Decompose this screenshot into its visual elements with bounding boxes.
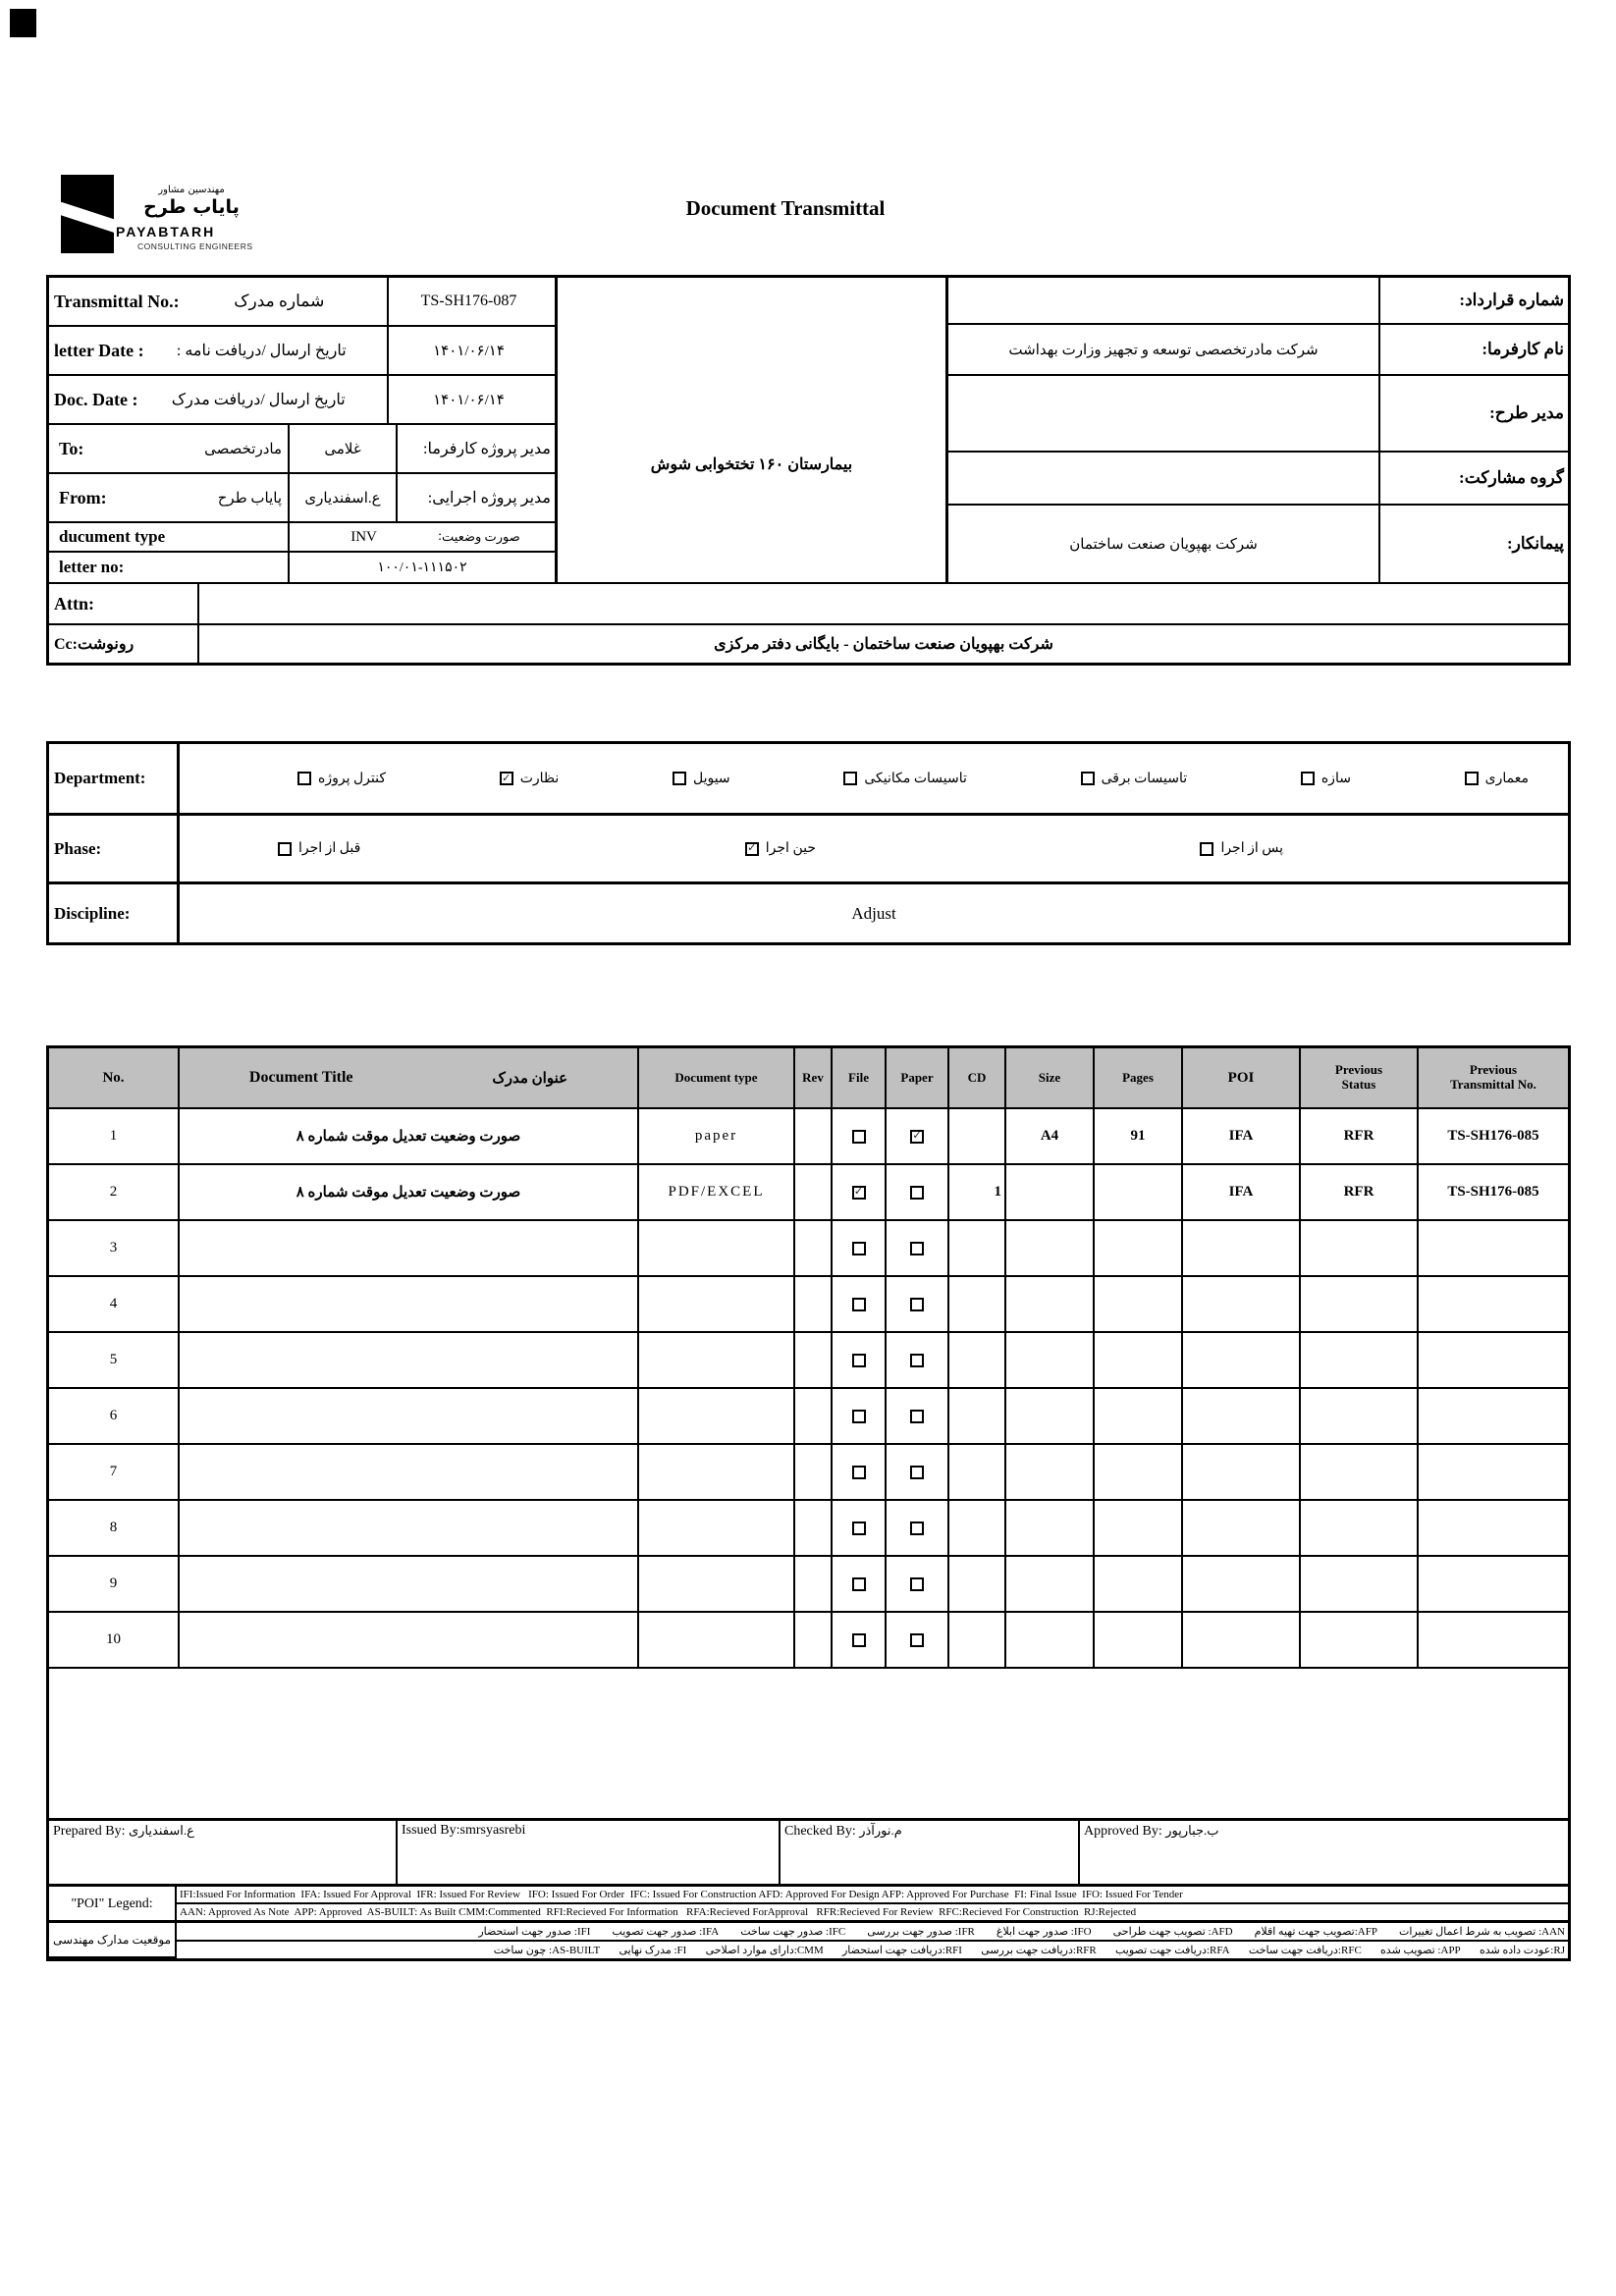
cell-cd	[947, 1557, 1004, 1611]
transmittal-info-table	[46, 275, 1571, 666]
department-option-label: تاسیسات برقی	[1101, 771, 1188, 786]
from-value: پایاب طرح	[217, 490, 282, 507]
cell-no: 8	[109, 1520, 118, 1535]
transmittal-no-row	[49, 278, 555, 327]
cell-prev-status	[1299, 1613, 1417, 1667]
cell-rev	[793, 1109, 831, 1163]
cell-size	[1004, 1501, 1093, 1555]
header-cd: CD	[947, 1048, 1004, 1107]
department-options	[180, 744, 1568, 813]
cell-cd: 1	[947, 1165, 1004, 1219]
department-option-6	[1465, 771, 1529, 787]
issued-by-value: smrsyasrebi	[459, 1823, 526, 1838]
logo-mark	[61, 175, 114, 253]
file-row5-checkbox	[852, 1354, 866, 1367]
plan-manager-value	[948, 376, 1378, 451]
phase-option-label: قبل از اجرا	[298, 841, 361, 856]
cell-cd	[947, 1501, 1004, 1555]
letter-date-label-en: letter Date :	[54, 340, 144, 360]
cell-pages	[1093, 1277, 1181, 1331]
department-option-label: سیویل	[692, 771, 730, 786]
phase-option-0-checkbox	[278, 842, 292, 856]
cell-doc-type	[637, 1221, 793, 1275]
doc-date-row	[49, 376, 555, 425]
contractor-row	[948, 506, 1568, 582]
cell-pages	[1093, 1445, 1181, 1499]
department-option-label: معماری	[1484, 771, 1529, 786]
logo-latin-subtitle: CONSULTING ENGINEERS	[137, 241, 253, 251]
phase-option-2-checkbox	[1200, 842, 1213, 856]
department-option-3	[843, 771, 967, 787]
partnership-row	[948, 453, 1568, 506]
paper-row3-checkbox	[910, 1242, 924, 1255]
cell-file	[831, 1277, 885, 1331]
paper-row6-checkbox	[910, 1410, 924, 1423]
cell-poi	[1181, 1557, 1299, 1611]
paper-row9-checkbox	[910, 1577, 924, 1591]
attn-row	[49, 582, 1568, 623]
cell-paper	[885, 1277, 947, 1331]
employer-row	[948, 325, 1568, 376]
employer-label: نام کارفرما:	[1378, 325, 1568, 374]
approved-by-label: Approved By:	[1084, 1824, 1162, 1839]
cell-rev	[793, 1221, 831, 1275]
cell-paper	[885, 1333, 947, 1387]
department-option-4-checkbox	[1081, 772, 1095, 785]
cell-poi	[1181, 1445, 1299, 1499]
file-row8-checkbox	[852, 1522, 866, 1535]
cell-rev	[793, 1613, 831, 1667]
cell-pages	[1093, 1389, 1181, 1443]
cell-prev-status	[1299, 1333, 1417, 1387]
file-row1-checkbox	[852, 1130, 866, 1144]
cell-file	[831, 1501, 885, 1555]
department-label: Department:	[49, 744, 180, 813]
document-type-value-en: INV	[350, 528, 377, 545]
cell-no: 5	[109, 1352, 118, 1367]
letter-date-label-fa: تاریخ ارسال /دریافت نامه :	[176, 343, 347, 359]
cell-size	[1004, 1277, 1093, 1331]
cell-rev	[793, 1333, 831, 1387]
cell-prev-transmittal	[1417, 1277, 1568, 1331]
cell-pages	[1093, 1501, 1181, 1555]
cell-cd	[947, 1333, 1004, 1387]
document-type-row	[49, 523, 555, 553]
legend-en-line2: AAN: Approved As Note APP: Approved AS-BUILT: As Built CMM:Commented RFI:Recieved For Information RFA:Recieved ForApproval RFR:Recieved For Review RFC:Recieved For Construction RJ:Rejected	[175, 1904, 1568, 1923]
cell-paper	[885, 1613, 947, 1667]
prepared-by-cell	[49, 1821, 396, 1884]
cell-doc-type	[637, 1445, 793, 1499]
cell-rev	[793, 1501, 831, 1555]
cell-pages	[1093, 1221, 1181, 1275]
cell-cd	[947, 1445, 1004, 1499]
letter-no-label: letter no:	[59, 558, 125, 576]
cell-title	[178, 1221, 637, 1275]
document-type-label: ducument type	[59, 527, 166, 546]
cell-prev-status	[1299, 1277, 1417, 1331]
exec-pm-value: ع.اسفندیاری	[304, 490, 381, 507]
paper-row5-checkbox	[910, 1354, 924, 1367]
doc-status-label-fa: موقعیت مدارک مهندسی	[49, 1920, 175, 1958]
issued-by-label: Issued By:	[402, 1823, 460, 1838]
cell-pages	[1093, 1557, 1181, 1611]
department-section	[46, 741, 1571, 945]
cell-size	[1004, 1221, 1093, 1275]
header-doc-type: Document type	[637, 1048, 793, 1107]
cell-cd	[947, 1389, 1004, 1443]
header-prev-transmittal: Previous Transmittal No.	[1417, 1048, 1568, 1107]
header-title-en: Document Title	[248, 1069, 353, 1086]
letter-no-value: ۱۰۰/۰۱-۱۱۱۵۰۲	[288, 553, 555, 582]
exec-pm-label: مدیر پروژه اجرایی:	[427, 490, 551, 507]
attn-label: Attn:	[49, 584, 199, 623]
project-name: بیمارستان ۱۶۰ تختخوابی شوش	[650, 456, 853, 473]
scan-artifact-mark	[10, 9, 36, 37]
cell-no: 3	[109, 1240, 118, 1255]
cell-prev-transmittal	[1417, 1557, 1568, 1611]
cell-paper	[885, 1109, 947, 1163]
phase-option-1	[745, 840, 816, 857]
logo-farsi-name: پایاب طرح	[143, 196, 240, 218]
cell-no: 2	[109, 1184, 118, 1200]
cell-poi	[1181, 1333, 1299, 1387]
transmittal-no-label-fa: شماره مدرک	[234, 292, 325, 310]
doc-date-label-en: Doc. Date :	[54, 389, 138, 409]
to-value: مادرتخصصی	[204, 441, 282, 457]
signatures-row	[49, 1821, 1568, 1887]
cell-prev-status	[1299, 1445, 1417, 1499]
cell-title	[178, 1333, 637, 1387]
cell-prev-transmittal	[1417, 1333, 1568, 1387]
cell-doc-type	[637, 1557, 793, 1611]
contract-no-value	[948, 278, 1378, 323]
file-row6-checkbox	[852, 1410, 866, 1423]
cell-file	[831, 1557, 885, 1611]
department-option-label: کنترل پروژه	[318, 771, 386, 786]
cell-poi	[1181, 1389, 1299, 1443]
paper-row1-checked-checkbox: ✓	[910, 1130, 924, 1144]
header-size: Size	[1004, 1048, 1093, 1107]
cc-row	[49, 623, 1568, 663]
from-label: From:	[59, 487, 107, 507]
logo-latin-name: PAYABTARH	[116, 224, 216, 240]
department-option-label: نظارت	[519, 771, 560, 786]
document-list-table	[46, 1045, 1571, 1961]
table-header-row	[49, 1048, 1568, 1109]
cell-no: 7	[109, 1464, 118, 1479]
cell-doc-type	[637, 1501, 793, 1555]
cell-poi	[1181, 1613, 1299, 1667]
cell-title	[178, 1389, 637, 1443]
department-option-0-checkbox	[297, 772, 311, 785]
legend-fa-line2: RJ:عودت داده شده APP: تصویب شده RFC:دریافت جهت ساخت RFA:دریافت جهت تصویب RFR:دریافت جهت بررسی RFI:دریافت جهت استحضار CMM:دارای موارد اصلاحی FI: مدرک نهایی AS-BUILT: چون ساخت	[175, 1942, 1568, 1958]
cell-prev-transmittal	[1417, 1613, 1568, 1667]
cell-doc-type	[637, 1389, 793, 1443]
file-row10-checkbox	[852, 1633, 866, 1647]
cell-cd	[947, 1277, 1004, 1331]
cell-no: 4	[109, 1296, 118, 1311]
cell-paper	[885, 1221, 947, 1275]
cell-size	[1004, 1389, 1093, 1443]
prepared-by-label: Prepared By:	[53, 1824, 126, 1839]
cell-size	[1004, 1445, 1093, 1499]
cell-poi	[1181, 1277, 1299, 1331]
cell-prev-status: RFR	[1299, 1109, 1417, 1163]
contractor-label: پیمانکار:	[1378, 506, 1568, 582]
table-row-3	[49, 1221, 1568, 1277]
cell-title	[178, 1445, 637, 1499]
logo-farsi-tagline: مهندسین مشاور	[158, 185, 225, 195]
department-option-0	[297, 771, 386, 787]
file-row2-checked-checkbox: ✓	[852, 1186, 866, 1200]
cell-doc-type	[637, 1277, 793, 1331]
cell-prev-transmittal	[1417, 1445, 1568, 1499]
doc-date-label-fa: تاریخ ارسال /دریافت مدرک	[171, 392, 346, 408]
cc-value: شرکت بهپویان صنعت ساختمان - بایگانی دفتر مرکزی	[714, 636, 1053, 653]
info-left-block	[49, 278, 558, 582]
letter-date-value: ۱۴۰۱/۰۶/۱۴	[387, 327, 549, 374]
cell-doc-type	[637, 1333, 793, 1387]
cell-rev	[793, 1277, 831, 1331]
poi-legend	[49, 1887, 1568, 1958]
cell-prev-transmittal: TS-SH176-085	[1417, 1165, 1568, 1219]
discipline-value: Adjust	[851, 903, 896, 923]
contract-no-label: شماره قرارداد:	[1378, 278, 1568, 323]
cell-prev-transmittal	[1417, 1389, 1568, 1443]
cc-label: Cc:رونوشت	[49, 625, 199, 663]
cell-rev	[793, 1389, 831, 1443]
company-logo	[61, 173, 375, 261]
department-option-1-checked-checkbox: ✓	[500, 772, 513, 785]
to-label: To:	[59, 438, 84, 458]
table-body	[49, 1109, 1568, 1669]
doc-date-value: ۱۴۰۱/۰۶/۱۴	[387, 376, 549, 423]
cell-size	[1004, 1613, 1093, 1667]
department-option-5	[1301, 771, 1351, 787]
page-title: Document Transmittal	[685, 196, 886, 220]
department-option-6-checkbox	[1465, 772, 1479, 785]
cell-prev-status	[1299, 1389, 1417, 1443]
cell-file	[831, 1109, 885, 1163]
table-row-10	[49, 1613, 1568, 1669]
department-row	[49, 744, 1568, 816]
cell-size	[1004, 1165, 1093, 1219]
table-footer-empty-area	[49, 1669, 1568, 1821]
cell-doc-type	[637, 1613, 793, 1667]
phase-option-label: پس از اجرا	[1220, 841, 1283, 856]
to-row	[49, 425, 555, 474]
partnership-value	[948, 453, 1378, 504]
cell-title	[178, 1277, 637, 1331]
department-option-1	[500, 771, 560, 787]
cell-title: صورت وضعیت تعدیل موقت شماره ۸	[178, 1165, 637, 1219]
issued-by-cell	[396, 1821, 779, 1884]
employer-value: شرکت مادرتخصصی توسعه و تجهیز وزارت بهداشت	[1008, 342, 1319, 358]
phase-option-label: حین اجرا	[765, 841, 816, 856]
client-pm-label: مدیر پروژه کارفرما:	[423, 441, 551, 457]
transmittal-no-label-en: Transmittal No.:	[54, 291, 180, 311]
file-row3-checkbox	[852, 1242, 866, 1255]
phase-option-0	[278, 840, 360, 857]
prepared-by-value: ع.اسفندیاری	[128, 1823, 194, 1838]
paper-row2-checkbox	[910, 1186, 924, 1200]
checked-by-label: Checked By:	[784, 1824, 856, 1839]
partnership-label: گروه مشارکت:	[1378, 453, 1568, 504]
cell-cd	[947, 1613, 1004, 1667]
department-option-4	[1081, 771, 1188, 787]
cell-doc-type: paper	[637, 1109, 793, 1163]
header-no: No.	[102, 1069, 125, 1086]
plan-manager-label: مدیر طرح:	[1378, 376, 1568, 451]
cell-file	[831, 1613, 885, 1667]
cell-cd	[947, 1109, 1004, 1163]
cell-paper	[885, 1445, 947, 1499]
poi-legend-label: "POI" Legend:	[49, 1887, 175, 1923]
cell-pages	[1093, 1613, 1181, 1667]
checked-by-cell	[779, 1821, 1078, 1884]
cell-paper	[885, 1389, 947, 1443]
table-row-8	[49, 1501, 1568, 1557]
cell-title	[178, 1501, 637, 1555]
contract-no-row	[948, 278, 1568, 325]
cell-size	[1004, 1557, 1093, 1611]
table-row-6	[49, 1389, 1568, 1445]
phase-option-2	[1200, 840, 1283, 857]
header-rev: Rev	[793, 1048, 831, 1107]
department-option-label: تاسیسات مکانیکی	[864, 771, 967, 786]
cell-title: صورت وضعیت تعدیل موقت شماره ۸	[178, 1109, 637, 1163]
cell-prev-status	[1299, 1501, 1417, 1555]
cell-prev-status	[1299, 1557, 1417, 1611]
cell-prev-transmittal: TS-SH176-085	[1417, 1109, 1568, 1163]
table-row-1	[49, 1109, 1568, 1165]
discipline-label: Discipline:	[49, 884, 180, 942]
letter-date-row	[49, 327, 555, 376]
table-row-4	[49, 1277, 1568, 1333]
document-type-colon: :	[438, 529, 442, 544]
phase-options	[180, 816, 1568, 881]
cell-prev-transmittal	[1417, 1221, 1568, 1275]
cell-no: 6	[109, 1408, 118, 1423]
cell-rev	[793, 1165, 831, 1219]
cell-pages	[1093, 1333, 1181, 1387]
paper-row10-checkbox	[910, 1633, 924, 1647]
table-row-2	[49, 1165, 1568, 1221]
plan-manager-row	[948, 376, 1568, 453]
cell-size	[1004, 1333, 1093, 1387]
project-name-cell	[558, 278, 948, 582]
department-option-label: سازه	[1320, 771, 1351, 786]
phase-row	[49, 816, 1568, 884]
header-title	[178, 1048, 637, 1107]
file-row9-checkbox	[852, 1577, 866, 1591]
discipline-row	[49, 884, 1568, 942]
table-row-7	[49, 1445, 1568, 1501]
header-poi: POI	[1181, 1048, 1299, 1107]
cell-file	[831, 1445, 885, 1499]
letter-no-row	[49, 553, 555, 582]
cell-file	[831, 1333, 885, 1387]
department-option-3-checkbox	[843, 772, 857, 785]
paper-row4-checkbox	[910, 1298, 924, 1311]
cell-poi: IFA	[1181, 1109, 1299, 1163]
cell-prev-status: RFR	[1299, 1165, 1417, 1219]
cell-poi: IFA	[1181, 1165, 1299, 1219]
cell-no: 10	[106, 1631, 121, 1647]
cell-paper	[885, 1501, 947, 1555]
cell-prev-status	[1299, 1221, 1417, 1275]
cell-no: 1	[109, 1128, 118, 1144]
phase-option-1-checked-checkbox: ✓	[745, 842, 759, 856]
header-file: File	[831, 1048, 885, 1107]
cell-file	[831, 1221, 885, 1275]
info-right-block	[948, 278, 1568, 582]
from-row	[49, 474, 555, 523]
cell-poi	[1181, 1221, 1299, 1275]
approved-by-value: ب.جبارپور	[1165, 1823, 1219, 1838]
checked-by-value: م.نورآذر	[859, 1823, 902, 1838]
file-row4-checkbox	[852, 1298, 866, 1311]
cell-file	[831, 1389, 885, 1443]
document-type-value-fa: صورت وضعیت	[442, 529, 520, 544]
cell-paper	[885, 1165, 947, 1219]
legend-fa-line1: AAN: تصویب به شرط اعمال تغییرات AFP:تصویب جهت تهیه اقلام AFD: تصویب جهت طراحی IFO: صدور جهت ابلاغ IFR: صدور جهت بررسی IFC: صدور جهت ساخت IFA: صدور جهت تصویب IFI: صدور جهت استحضار	[175, 1923, 1568, 1942]
cell-size: A4	[1004, 1109, 1093, 1163]
legend-en-line1: IFI:Issued For Information IFA: Issued For Approval IFR: Issued For Review IFO: Issued For Order IFC: Issued For Construction AFD: Approved For Design AFP: Approved For Purchase FI: Final Issue IFO: Issued For Tender	[175, 1887, 1568, 1904]
client-pm-value: غلامی	[324, 441, 361, 457]
cell-prev-transmittal	[1417, 1501, 1568, 1555]
cell-file	[831, 1165, 885, 1219]
cell-no: 9	[109, 1575, 118, 1591]
header-paper: Paper	[885, 1048, 947, 1107]
cell-title	[178, 1613, 637, 1667]
transmittal-no-value: TS-SH176-087	[387, 278, 549, 325]
header-prev-status: Previous Status	[1299, 1048, 1417, 1107]
cell-rev	[793, 1557, 831, 1611]
cell-doc-type: PDF/EXCEL	[637, 1165, 793, 1219]
approved-by-cell	[1078, 1821, 1568, 1884]
logo-swoosh-shape	[61, 200, 114, 240]
cell-rev	[793, 1445, 831, 1499]
paper-row7-checkbox	[910, 1466, 924, 1479]
phase-label: Phase:	[49, 816, 180, 881]
cell-title	[178, 1557, 637, 1611]
table-row-9	[49, 1557, 1568, 1613]
cell-cd	[947, 1221, 1004, 1275]
department-option-2-checkbox	[673, 772, 686, 785]
header-pages: Pages	[1093, 1048, 1181, 1107]
cell-pages	[1093, 1165, 1181, 1219]
file-row7-checkbox	[852, 1466, 866, 1479]
contractor-value: شرکت بهپویان صنعت ساختمان	[1069, 536, 1258, 553]
header-title-fa: عنوان مدرک	[492, 1070, 568, 1087]
department-option-2	[673, 771, 730, 787]
table-row-5	[49, 1333, 1568, 1389]
paper-row8-checkbox	[910, 1522, 924, 1535]
cell-paper	[885, 1557, 947, 1611]
department-option-5-checkbox	[1301, 772, 1315, 785]
cell-poi	[1181, 1501, 1299, 1555]
cell-pages: 91	[1093, 1109, 1181, 1163]
